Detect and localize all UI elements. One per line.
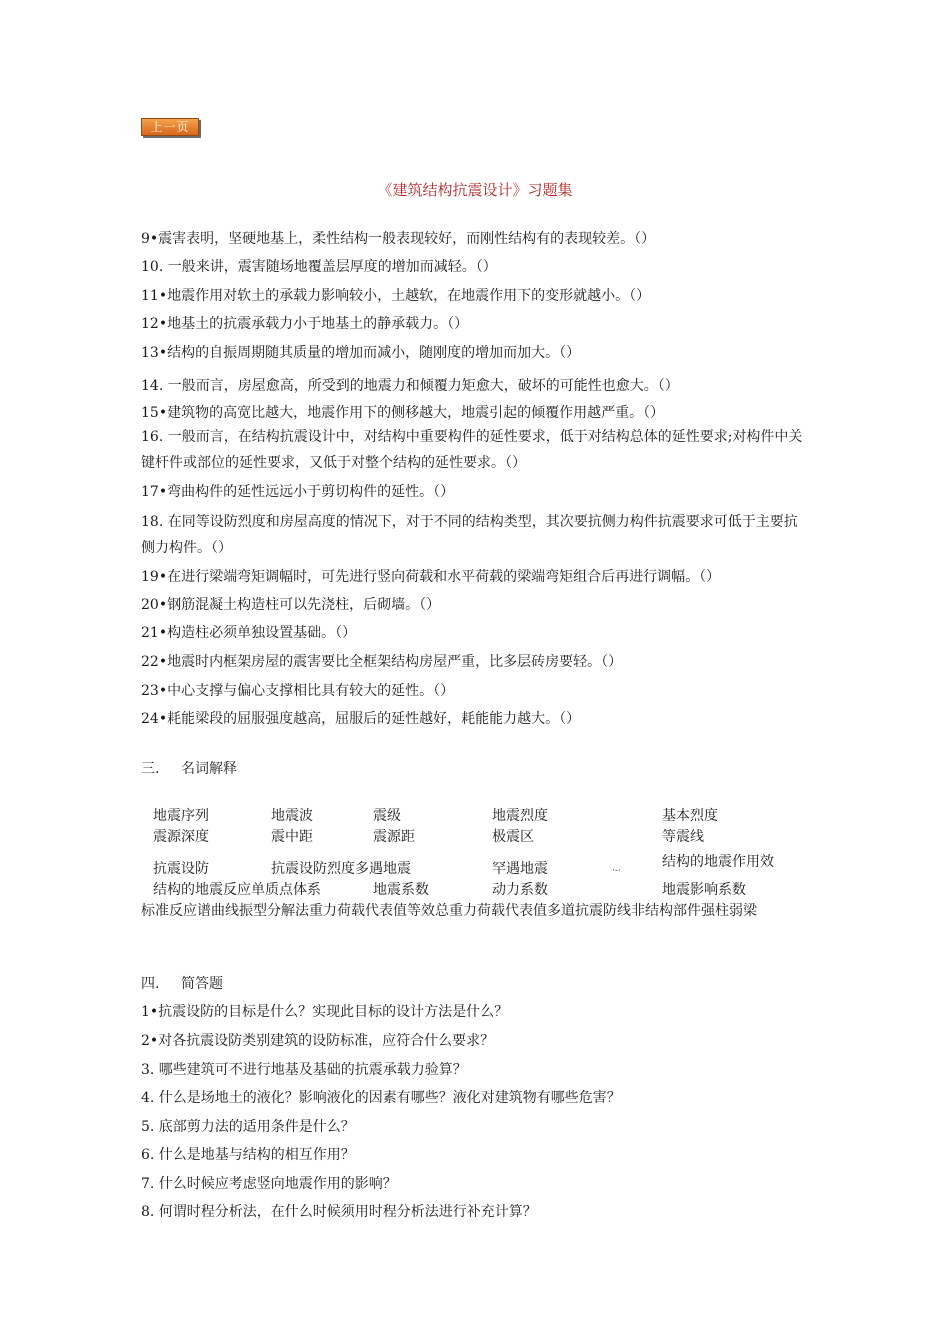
term: 罕遇地震 bbox=[492, 861, 548, 877]
section-number: 四. bbox=[141, 976, 160, 992]
term: 抗震设防 bbox=[153, 861, 209, 877]
short-answer-item: 1•抗震设防的目标是什么？实现此目标的设计方法是什么？ bbox=[141, 1004, 509, 1020]
terms-run-on: 标准反应谱曲线振型分解法重力荷载代表值等效总重力荷载代表值多道抗震防线非结构部件强柱弱梁 bbox=[141, 903, 757, 919]
short-answer-item: 7. 什么时候应考虑竖向地震作用的影响？ bbox=[141, 1176, 397, 1192]
document-title: 《建筑结构抗震设计》习题集 bbox=[377, 181, 573, 199]
question-item: 23•中心支撑与偏心支撑相比具有较大的延性。（） bbox=[141, 683, 455, 699]
term: 等震线 bbox=[662, 829, 704, 845]
question-item: 17•弯曲构件的延性远远小于剪切构件的延性。（） bbox=[141, 484, 455, 500]
term: 地震烈度 bbox=[492, 808, 548, 824]
question-item: 22•地震时内框架房屋的震害要比全框架结构房屋严重，比多层砖房要轻。（） bbox=[141, 654, 623, 670]
short-answer-item: 8. 何谓时程分析法，在什么时候须用时程分析法进行补充计算？ bbox=[141, 1204, 537, 1220]
short-answer-item: 4. 什么是场地土的液化？影响液化的因素有哪些？液化对建筑物有哪些危害？ bbox=[141, 1090, 621, 1106]
question-item: 12•地基土的抗震承载力小于地基土的静承载力。（） bbox=[141, 316, 469, 332]
section-heading bbox=[141, 973, 223, 993]
question-item: 24•耗能梁段的屈服强度越高，屈服后的延性越好，耗能能力越大。（） bbox=[141, 711, 581, 727]
term: 地震波 bbox=[271, 808, 313, 824]
question-item: 13•结构的自振周期随其质量的增加而减小，随刚度的增加而加大。（） bbox=[141, 345, 581, 361]
term: 基本烈度 bbox=[662, 808, 718, 824]
term: 地震影响系数 bbox=[662, 882, 746, 898]
term: 结构的地震反应单质点体系 bbox=[153, 882, 321, 898]
term: 地震系数 bbox=[373, 882, 429, 898]
term: 极震区 bbox=[492, 829, 534, 845]
short-answer-item: 5. 底部剪力法的适用条件是什么？ bbox=[141, 1119, 355, 1135]
term: 结构的地震作用效 bbox=[662, 854, 774, 870]
question-item: 21•构造柱必须单独设置基础。（） bbox=[141, 625, 357, 641]
question-item: 10. 一般来讲，震害随场地覆盖层厚度的增加而减轻。（） bbox=[141, 259, 497, 275]
section-title: 名词解释 bbox=[181, 761, 237, 777]
short-answer-item: 6. 什么是地基与结构的相互作用？ bbox=[141, 1147, 355, 1163]
stray-mark: ·-· bbox=[612, 866, 621, 876]
question-item: 16. 一般而言，在结构抗震设计中，对结构中重要构件的延性要求，低于对结构总体的延性要求;对构件中关键杆件或部位的延性要求，又低于对整个结构的延性要求。（） bbox=[141, 429, 803, 471]
short-answer-item: 3. 哪些建筑可不进行地基及基础的抗震承载力验算？ bbox=[141, 1062, 467, 1078]
term: 震源距 bbox=[373, 829, 415, 845]
question-item: 14. 一般而言，房屋愈高，所受到的地震力和倾覆力矩愈大，破坏的可能性也愈大。（） bbox=[141, 378, 679, 394]
question-item: 20•钢筋混凝土构造柱可以先浇柱，后砌墙。（） bbox=[141, 597, 441, 613]
section-number: 三. bbox=[141, 761, 160, 777]
question-item: 18. 在同等设防烈度和房屋高度的情况下，对于不同的结构类型，其次要抗侧力构件抗震要求可低于主要抗侧力构件。（） bbox=[141, 514, 798, 556]
question-item: 9•震害表明，坚硬地基上，柔性结构一般表现较好，而刚性结构有的表现较差。（） bbox=[141, 231, 656, 247]
question-item: 15•建筑物的高宽比越大，地震作用下的侧移越大，地震引起的倾覆作用越严重。（） bbox=[141, 405, 665, 421]
term: 抗震设防烈度多遇地震 bbox=[271, 861, 411, 877]
term: 动力系数 bbox=[492, 882, 548, 898]
term: 震源深度 bbox=[153, 829, 209, 845]
term: 地震序列 bbox=[153, 808, 209, 824]
term: 震级 bbox=[373, 808, 401, 824]
short-answer-item: 2•对各抗震设防类别建筑的设防标准，应符合什么要求？ bbox=[141, 1033, 495, 1049]
section-heading bbox=[141, 758, 237, 778]
question-item: 11•地震作用对软土的承载力影响较小，土越软，在地震作用下的变形就越小。（） bbox=[141, 288, 651, 304]
section-title: 简答题 bbox=[181, 976, 223, 992]
prev-page-button[interactable]: 上一页 bbox=[141, 118, 199, 136]
term: 震中距 bbox=[271, 829, 313, 845]
question-item: 19•在进行梁端弯矩调幅时，可先进行竖向荷载和水平荷载的梁端弯矩组合后再进行调幅。（） bbox=[141, 569, 721, 585]
